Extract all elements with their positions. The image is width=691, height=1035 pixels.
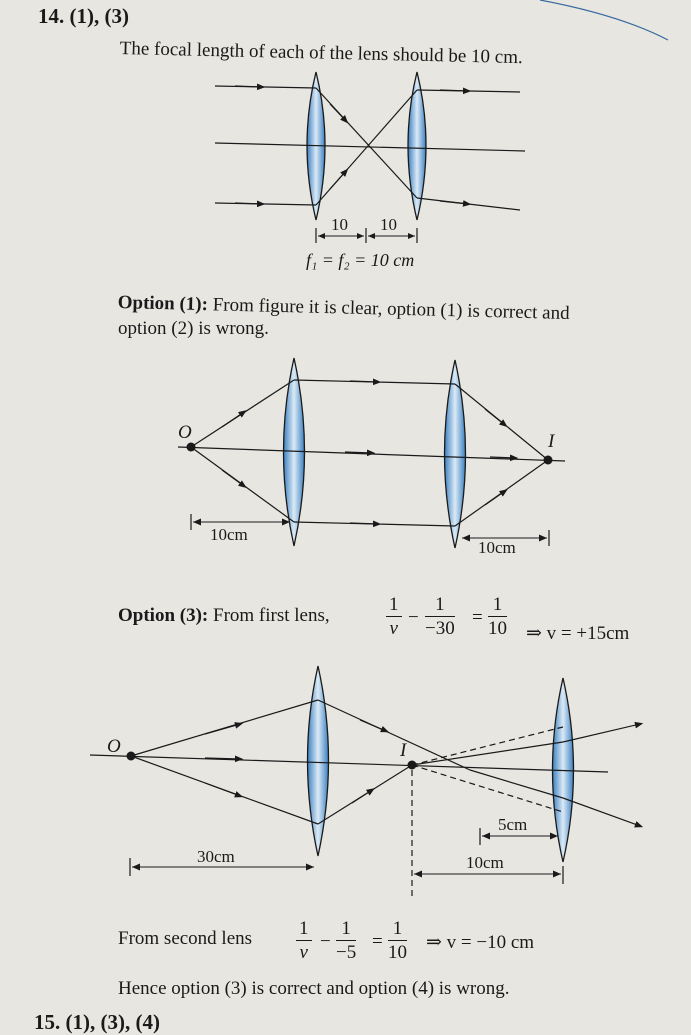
option-1-label: Option (1): (117, 292, 209, 316)
opt3-frac-1: $\frac{1}{v}$ (386, 594, 402, 641)
fig1-ray-top-in (215, 86, 316, 88)
fig2-lens-2 (445, 360, 466, 548)
lens2-equals: = (372, 931, 383, 952)
option-3-text (118, 605, 330, 627)
fig1-ray-bottom-out (417, 90, 520, 92)
fig3-lens-1 (308, 666, 329, 856)
fig3-dim-30: 30cm (197, 847, 235, 866)
fig1-dim-left: 10 (331, 215, 348, 234)
lens2-frac-2: $\frac{1}{-5}$ (336, 918, 357, 963)
fig2-dim-right: 10cm (478, 538, 516, 557)
second-lens-text: From second lens (118, 928, 253, 949)
next-question-number: 15. (1), (3), (4) (34, 1010, 160, 1034)
fig3-dim-5: 5cm (498, 815, 528, 834)
fig2-image-label: I (548, 431, 555, 452)
fig3-image-label: I (400, 740, 407, 761)
option-1-text-a: From figure it is clear, option (1) is correct and (212, 294, 570, 325)
option-3-label: Option (3): (118, 605, 209, 626)
opt3-result: ⇒ v = +15cm (526, 623, 630, 644)
lens2-minus: − (320, 931, 331, 952)
opt3-frac-2: $\frac{1}{-30}$ (425, 594, 455, 639)
fig2-axis (178, 447, 565, 461)
lens2-result: ⇒ v = −10 cm (426, 932, 535, 953)
option-1-text-b: option (2) is wrong. (118, 318, 269, 339)
opt3-frac-3: $\frac{1}{10}$ (488, 594, 507, 639)
fig1-ray-bottom-in (215, 203, 316, 205)
conclusion-text: Hence option (3) is correct and option (4) is wrong. (118, 978, 510, 999)
fig2-object-label: O (178, 422, 192, 443)
intro-text: The focal length of each of the lens should be 10 cm. (119, 38, 523, 69)
lens2-frac-1: $\frac{1}{v}$ (296, 918, 312, 965)
fig2-dim-left: 10cm (210, 525, 248, 544)
fig1-ray-top-out (417, 198, 520, 210)
fig3-object-label: O (107, 736, 121, 757)
fig1-dim-right: 10 (380, 215, 397, 234)
fig1-caption: f₁ = f₂ = 10 cm (306, 250, 415, 270)
opt3-equals: = (472, 607, 483, 628)
question-number: 14. (1), (3) (38, 4, 129, 28)
option-3-lead: From first lens, (213, 605, 330, 626)
opt3-minus: − (408, 607, 419, 628)
fig3-dim-10: 10cm (466, 853, 504, 872)
lens2-frac-3: $\frac{1}{10}$ (388, 918, 407, 963)
